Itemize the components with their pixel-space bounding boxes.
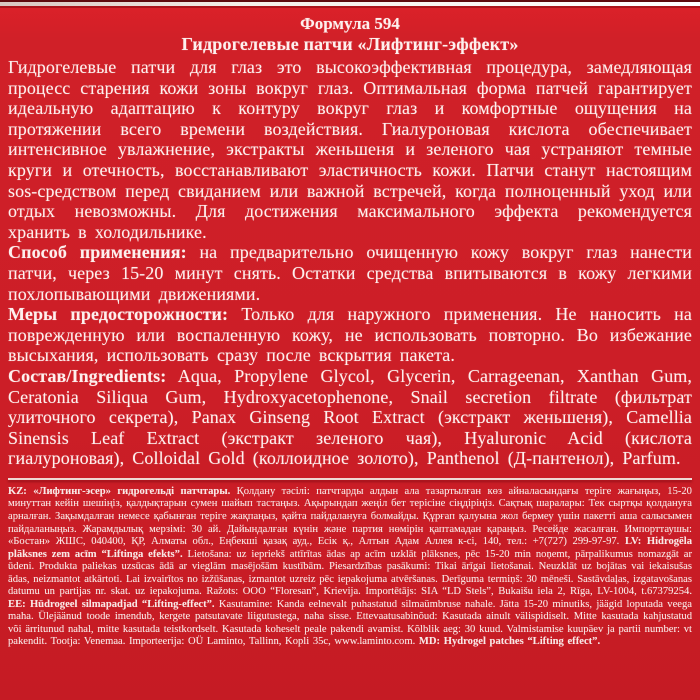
fine-print-kz-text: Қолдану тәсілі: патчтарды алдын ала тазартылған көз айналасындағы теріге жағыңыз, 15-20 минуттан кейін шешіңіз, қалдықтарын сумен шайып тастаңыз. Ақырындап жеңіл бет терісіне сіңдіріңіз. Сақтық шаралары: Тек сыртқы қолдануға арналған. Зақымдалған немесе қабынған теріге жақпаңыз, қайта пайдалануға болмайды. Құрғап қалуына жол бермеу үшін пакетті аша салысымен пайдаланыңыз. Жарамдылық мерзімі: 30 ай. Дайындалған күнін және партия нөмірін қаптамадан қараңыз. Ресейде жасалған. Импорттаушы: «Бостан» ЖШС, 040400, ҚР, Алматы обл., Еңбекші қазақ ауд., Есік қ., Алтын Адам Аллея к-сі, 140, тел.: +7(727) 299-97-97. [8, 485, 692, 548]
divider-line [8, 478, 692, 480]
fine-print-ee-lead: EE: Hüdrogeel silmapadjad “Lifting-effect”. [8, 598, 215, 610]
label-subtitle: Гидрогелевые патчи «Лифтинг-эффект» [181, 34, 519, 54]
usage-lead: Способ применения: [8, 242, 187, 263]
intro-paragraph: Гидрогелевые патчи для глаз это высокоэффективная процедура, замедляющая процесс старения кожи зоны вокруг глаз. Оптимальная форма патчей гарантирует идеальную адаптацию к контуру вокруг глаз и комфортные ощущения на протяжении всего времени воздействия. Гиалуроновая кислота обеспечивает интенсивное увлажнение, экстракты женьшеня и зеленого чая устраняют темные круги и отечность, восстанавливают эластичность кожи. Патчи станут настоящим sos-средством перед свиданием или важной встречей, когда полноценный уход или отдых невозможны. Для достижения максимального эффекта рекомендуется хранить в холодильнике. [8, 57, 692, 242]
precautions-section [8, 304, 692, 366]
fine-print-ee-text: Kasutamine: Kanda eelnevalt puhastatud silmaümbruse nahale. Jätta 15-20 minutiks, jäägid loputada veega maha. Ülejäänud toode imendub, kergete patsutavate liigutustega, naha sisse. Ettevaatusabinõud: Kasutada ainult välispidiselt. Mitte kasutada kahjustatud või ärritunud nahal, mitte kasutada teistkordselt. Kasutada koheselt peale pakendi avamist. Kõlblik aeg: 30 kuud. Valmistamise kuupäev ja partii number: vt pakendit. Tootja: Venemaa. Importeerija: OÜ Laminto, Tallinn, Kopli 35c, www.laminto.com. [8, 598, 692, 648]
ingredients-section [8, 366, 692, 469]
ingredients-lead: Состав/Ingredients: [8, 365, 167, 386]
label-title: Формула 594 [300, 14, 400, 33]
fine-print [8, 486, 692, 649]
precautions-lead: Меры предосторожности: [8, 304, 229, 325]
usage-text: на предварительно очищенную кожу вокруг глаз нанести патчи, через 15-20 минут снять. Остатки средства впитываются в кожу легкими похлопывающими движениями. [8, 242, 693, 304]
fine-print-md-lead: MD: Hydrogel patches “Lifting effect”. [418, 636, 601, 648]
fine-print-kz-lead: KZ: «Лифтинг-эсер» гидрогельді патчтары. [8, 485, 231, 497]
fine-print-lv-lead: LV: Hidrogēla plāksnes zem acīm “Liftinga efekts”. [8, 536, 692, 560]
usage-section [8, 242, 692, 304]
precautions-text: Только для наружного применения. Не наносить на поврежденную или воспаленную кожу, не использовать повторно. Во избежание высыхания, использовать сразу после вскрытия пакета. [8, 304, 692, 366]
fine-print-lv-text: Lietošana: uz iepriekš attīrītas ādas ap acīm uzklāt plāksnes, pēc 15-20 min noņemt, pārpalikumus nomazgāt ar ūdeni. Produkta paliekas uzsūcas ādā ar vieglām masējošām kustībām. Piesardzības pasākumi: Tikai ārīgai lietošanai. Neuzklāt uz bojātas vai iekaisušas ādas, neizmantot atkārtoti. Lai izvairītos no izžūšanas, izmantot uzreiz pēc iepakojuma atvēršanas. Derīguma termiņš: 30 mēneši. Sastāvdaļas, izgatavošanas datumu un partijas nr. skat. uz iepakojuma. Ražots: OOO “Floresan”, Krievija. Importētājs: SIA “LD Stels”, Bukaišu iela 2, Rīga, LV-1004, t.67379254. [8, 548, 692, 598]
label-content [0, 8, 700, 649]
label-header [8, 14, 692, 54]
ingredients-text: Aqua, Propylene Glycol, Glycerin, Carrageenan, Xanthan Gum, Ceratonia Siliqua Gum, Hydroxyacetophenone, Snail secretion filtrate (фильтрат улиточного секрета), Panax Ginseng Root Extract (экстракт женьшеня), Camellia Sinensis Leaf Extract (экстракт зеленого чая), Hyaluronic Acid (кислота гиалуроновая), Colloidal Gold (коллоидное золото), Panthenol (Д-пантенол), Parfum. [8, 365, 692, 469]
package-top-edge [0, 0, 700, 8]
